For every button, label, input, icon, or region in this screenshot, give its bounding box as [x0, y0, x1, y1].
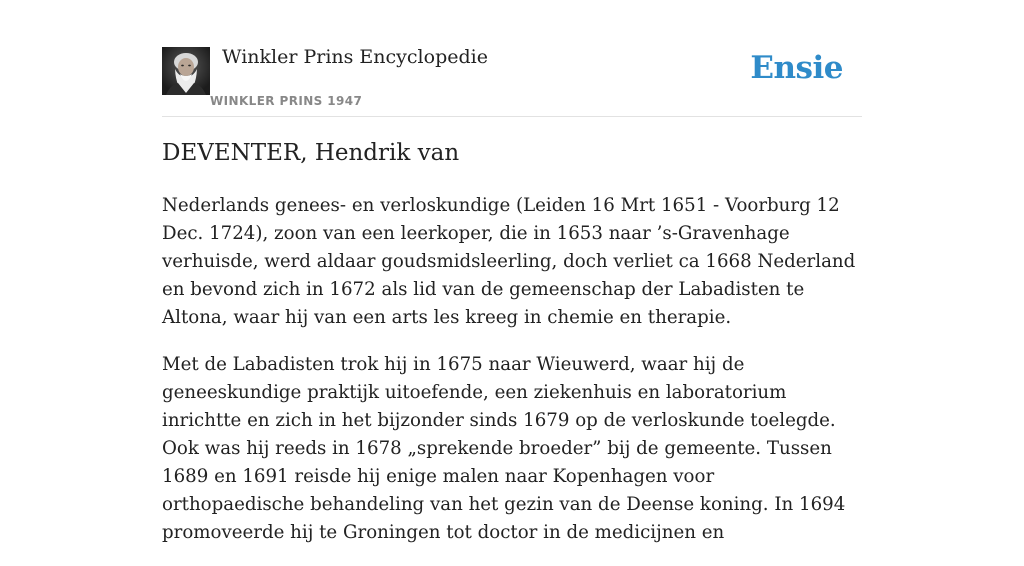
source-subtitle[interactable]: WINKLER PRINS 1947	[210, 94, 363, 108]
ensie-logo[interactable]: Ensie	[750, 50, 843, 86]
source-header	[162, 46, 862, 117]
source-title[interactable]: Winkler Prins Encyclopedie	[222, 46, 488, 68]
article-paragraph: Met de Labadisten trok hij in 1675 naar Wieuwerd, waar hij de geneeskundige praktijk uitoefende, een ziekenhuis en laboratorium inrichtte en zich in het bijzonder sinds 1679 op de verloskunde toelegde. Ook was hij reeds in 1678 „sprekende broeder” bij de gemeente. Tussen 1689 en 1691 reisde hij enige malen naar Kopenhagen voor orthopaedische behandeling van het gezin van de Deense koning. In 1694 promoveerde hij te Groningen tot doctor in de medicijnen en	[162, 354, 846, 543]
avatar[interactable]	[162, 47, 210, 95]
article-body	[162, 192, 862, 566]
article-title: DEVENTER, Hendrik van	[162, 140, 460, 166]
article-paragraph: Nederlands genees- en verloskundige (Leiden 16 Mrt 1651 - Voorburg 12 Dec. 1724), zoon van een leerkoper, die in 1653 naar ’s-Gravenhage verhuisde, werd aldaar goudsmidsleerling, doch verliet ca 1668 Nederland en bevond zich in 1672 als lid van de gemeenschap der Labadisten te Altona, waar hij van een arts les kreeg in chemie en therapie.	[162, 195, 856, 328]
bearded-man-portrait-icon	[162, 47, 210, 95]
